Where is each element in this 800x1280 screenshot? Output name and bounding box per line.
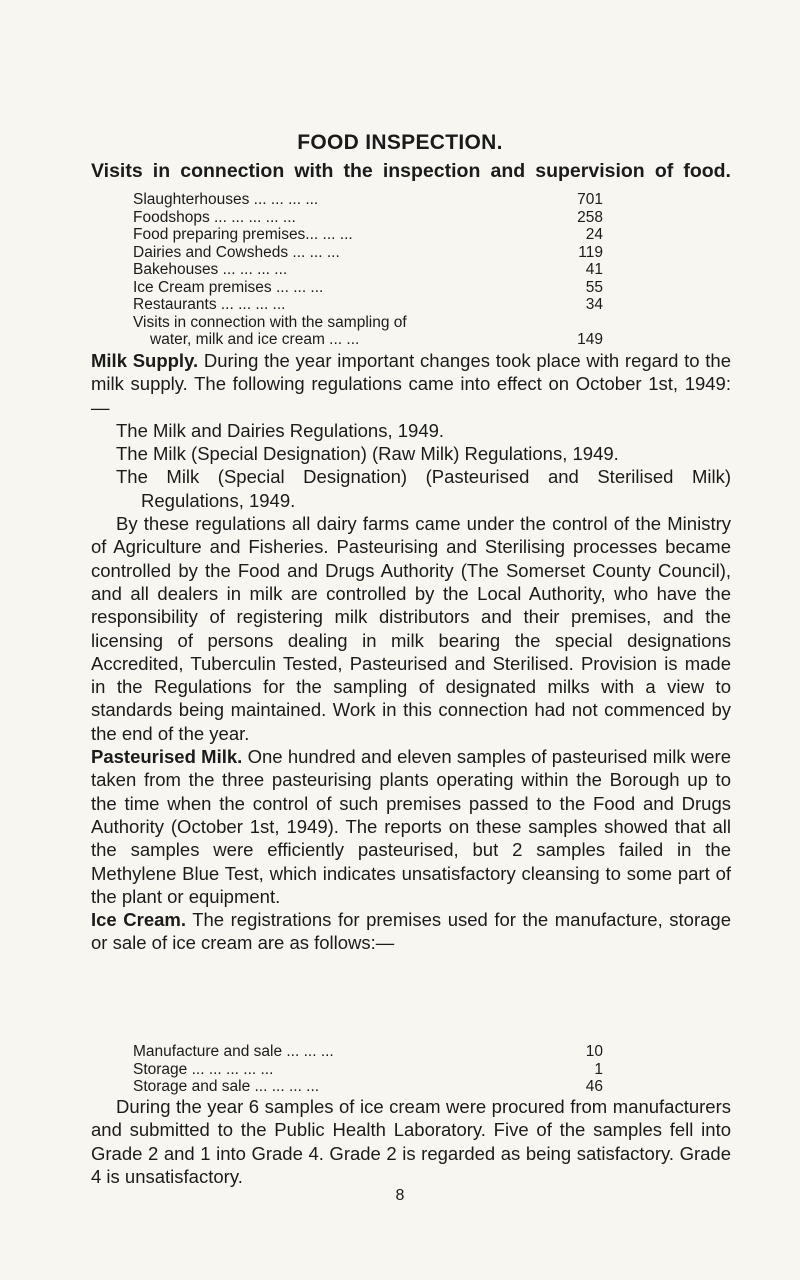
milk-supply-intro	[91, 349, 731, 419]
subtitle-word: inspection	[382, 160, 481, 182]
row-value: 41	[585, 261, 603, 278]
row-label: Food preparing premises... ... ...	[133, 226, 353, 243]
table-row	[133, 331, 633, 349]
row-label: Dairies and Cowsheds ... ... ...	[133, 243, 340, 261]
pasteurised-paragraph	[91, 745, 731, 908]
subtitle-word: the	[343, 160, 373, 182]
table-row	[133, 261, 633, 279]
pasteurised-text: One hundred and eleven samples of pasteurised milk were taken from the three pasteurising plants operating within the Borough up to the time when the control of such premises passed to the Food and Drugs Authority (October 1st, 1949). The reports on these samples showed that all the samples were efficiently pasteurised, but 2 samples failed in the Methylene Blue Test, which indicates unsatisfactory cleansing to some part of the plant or equipment.	[91, 746, 731, 907]
subtitle-word: supervision	[535, 160, 645, 182]
table-row	[133, 1043, 633, 1061]
regulation-item: The Milk and Dairies Regulations, 1949.	[116, 419, 445, 441]
page-title: FOOD INSPECTION.	[297, 131, 503, 154]
subtitle-word: of	[654, 160, 674, 182]
row-value: 34	[585, 296, 603, 313]
table-row	[133, 296, 633, 314]
pasteurised-heading: Pasteurised Milk.	[91, 746, 243, 768]
subtitle-word: connection	[180, 160, 285, 182]
row-label: Slaughterhouses ... ... ... ...	[133, 191, 319, 208]
regulation-item: The Milk (Special Designation) (Raw Milk) Regulations, 1949.	[116, 443, 619, 465]
table-row	[133, 1061, 633, 1079]
ice-cream-text: The registrations for premises used for the manufacture, storage or sale of ice cream are as follows:—	[91, 909, 731, 954]
page-number: 8	[395, 1187, 405, 1204]
milk-supply-section	[91, 349, 731, 955]
row-value: 10	[585, 1043, 603, 1060]
row-label: Foodshops ... ... ... ... ...	[133, 208, 296, 226]
row-label: Storage ... ... ... ... ...	[133, 1060, 274, 1078]
row-value: 258	[577, 208, 603, 226]
row-value: 119	[578, 243, 603, 261]
row-label: Manufacture and sale ... ... ...	[133, 1043, 334, 1060]
row-label: Visits in connection with the sampling of	[133, 313, 407, 331]
table-row	[133, 244, 633, 262]
milk-supply-intro-text: During the year important changes took place with regard to the milk supply. The following regulations came into effect on October 1st, 1949:—	[91, 350, 731, 418]
subtitle-word: in	[152, 160, 171, 182]
row-label: water, milk and ice cream ... ...	[150, 331, 360, 348]
row-label: Restaurants ... ... ... ...	[133, 296, 286, 313]
regulation-item: The Milk (Special Designation) (Pasteurised and Sterilised Milk) Regulations, 1949.	[116, 466, 731, 511]
row-value: 55	[585, 278, 603, 296]
table-row	[133, 226, 633, 244]
row-value: 701	[577, 191, 603, 208]
row-value: 46	[585, 1078, 603, 1095]
subtitle-word: Visits	[91, 160, 143, 182]
ice-cream-paragraph	[91, 908, 731, 955]
row-label: Ice Cream premises ... ... ...	[133, 278, 324, 296]
table-row	[133, 191, 633, 209]
row-value: 24	[585, 226, 603, 243]
ice-cream-heading: Ice Cream.	[91, 909, 186, 931]
table-row	[133, 314, 633, 332]
row-value: 1	[594, 1060, 603, 1078]
ice-cream-closing: During the year 6 samples of ice cream were procured from manufacturers and submitted to the Public Health Laboratory. Five of the samples fell into Grade 2 and 1 into Grade 4. Grade 2 is regarded as being satisfactory. Grade 4 is unsatisfactory.	[91, 1096, 731, 1187]
row-label: Bakehouses ... ... ... ...	[133, 261, 288, 278]
row-label: Storage and sale ... ... ... ...	[133, 1078, 320, 1095]
table-row	[133, 1078, 633, 1096]
table-row	[133, 279, 633, 297]
subtitle-word: with	[294, 160, 334, 182]
ice-cream-table	[133, 1043, 633, 1096]
subtitle-word: and	[490, 160, 526, 182]
visits-table	[133, 191, 633, 349]
table-row	[133, 209, 633, 227]
milk-supply-paragraph: By these regulations all dairy farms came under the control of the Ministry of Agriculture and Fisheries. Pasteurising and Sterilising processes became controlled by the Food and Drugs Authority (The Somerset County Council), and all dealers in milk are controlled by the Local Authority, who have the responsibility of registering milk distributors and their premises, and the licensing of persons dealing in milk bearing the special designations Accredited, Tuberculin Tested, Pasteurised and Sterilised. Provision is made in the Regulations for the sampling of designated milks with a view to standards being maintained. Work in this connection had not commenced by the end of the year.	[91, 513, 731, 744]
row-value: 149	[577, 331, 603, 348]
visits-subtitle	[91, 160, 731, 183]
subtitle-word: food.	[683, 160, 731, 182]
milk-supply-heading: Milk Supply.	[91, 350, 199, 371]
